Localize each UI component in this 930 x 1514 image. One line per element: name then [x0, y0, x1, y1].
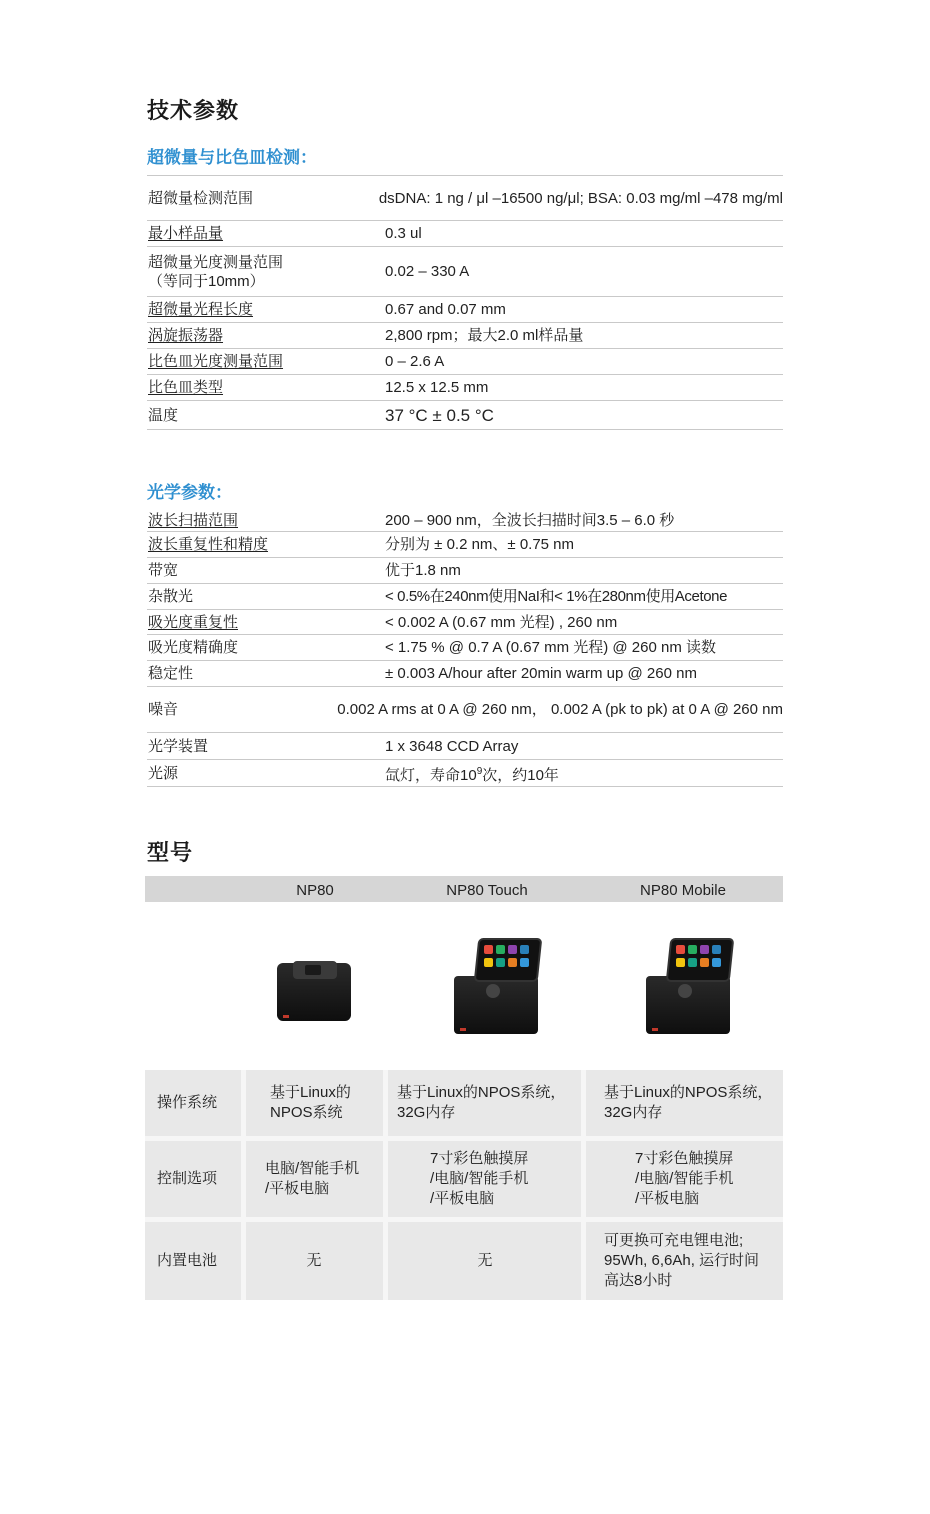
spec-row: [147, 509, 783, 532]
section-title-micro: 超微量与比色皿检测：: [147, 148, 317, 167]
cell-np80-touch: 无: [477, 1252, 493, 1269]
np80-mobile-device-image: [642, 936, 734, 1036]
spec-value: 0.3 ul: [385, 225, 422, 242]
exponent: 9: [476, 765, 483, 777]
spec-key: 带宽: [148, 562, 179, 579]
spec-value: 0.002 A rms at 0 A @ 260 nm， 0.002 A (pk to pk) at 0 A @ 260 nm: [337, 701, 783, 718]
cell-np80: 基于Linux的 NPOS系统: [270, 1084, 351, 1121]
spec-value: 优于1.8 nm: [385, 562, 461, 579]
models-title: 型号: [147, 840, 194, 865]
spec-value: < 0.002 A (0.67 mm 光程) , 260 nm: [385, 613, 618, 631]
cell-np80-touch: 基于Linux的NPOS系统， 32G内存: [397, 1084, 566, 1121]
column-divider: [581, 1070, 586, 1300]
spec-key: 波长扫描范围: [148, 511, 239, 529]
spec-row: [147, 297, 783, 323]
spec-key: 杂散光: [148, 588, 194, 605]
spec-key: 比色皿光度测量范围: [148, 353, 284, 370]
cell-np80: 无: [306, 1252, 322, 1269]
spec-key: 稳定性: [148, 665, 194, 682]
cell-np80: 电脑/智能手机 /平板电脑: [265, 1160, 360, 1197]
spec-row: [147, 733, 783, 760]
spec-value: 12.5 x 12.5 mm: [385, 379, 489, 396]
spec-value: 1 x 3648 CCD Array: [385, 737, 519, 755]
cell-np80-mobile: 7寸彩色触摸屏 /电脑/智能手机 /平板电脑: [635, 1150, 734, 1207]
column-divider: [383, 1070, 388, 1300]
spec-key: 噪音: [148, 701, 179, 718]
light-source-text-end: 次，约10年: [482, 766, 559, 784]
spec-key: 波长重复性和精度: [148, 536, 269, 553]
spec-key: 比色皿类型: [148, 379, 224, 396]
cell-np80-mobile: 可更换可充电锂电池; 95Wh, 6,6Ah, 运行时间 高达8小时: [604, 1232, 760, 1289]
spec-row: [147, 323, 783, 349]
spec-key: 吸光度重复性: [148, 613, 239, 631]
spec-value: 200 – 900 nm，全波长扫描时间3.5 – 6.0 秒: [385, 511, 675, 529]
spec-key: 光学装置: [148, 737, 209, 755]
spec-key: 涡旋振荡器: [148, 327, 224, 344]
spec-row: [147, 661, 783, 687]
row-label: 操作系统: [157, 1094, 218, 1111]
spec-value: 0.67 and 0.07 mm: [385, 301, 506, 318]
spec-key: 超微量光程长度: [148, 301, 254, 318]
model-header-np80-mobile: NP80 Mobile: [640, 882, 726, 899]
spec-row: [147, 532, 783, 558]
spec-key: 超微量光度测量范围 （等同于10mm）: [148, 253, 284, 290]
spec-row: [147, 635, 783, 661]
spec-row: [147, 375, 783, 401]
spec-value: [385, 762, 783, 785]
spec-row: [147, 687, 783, 733]
spec-row: [147, 221, 783, 247]
light-source-text: 氙灯，寿命10: [385, 766, 477, 784]
spec-row: [147, 760, 783, 787]
spec-value: 分别为 ± 0.2 nm、± 0.75 nm: [385, 536, 575, 553]
spec-row: [147, 584, 783, 610]
cell-np80-mobile: 基于Linux的NPOS系统， 32G内存: [604, 1084, 773, 1121]
spec-row: [147, 401, 783, 430]
spec-key: 光源: [148, 764, 179, 782]
model-comparison-table: [145, 1070, 783, 1300]
spec-table-micro: [147, 175, 783, 430]
model-header-np80: NP80: [296, 882, 334, 899]
spec-key: 最小样品量: [148, 225, 224, 242]
model-header-np80-touch: NP80 Touch: [446, 882, 528, 899]
spec-key: 吸光度精确度: [148, 639, 239, 656]
spec-value: ± 0.003 A/hour after 20min warm up @ 260 nm: [385, 665, 697, 682]
np80-device-image: [275, 955, 355, 1025]
spec-value: < 1.75 % @ 0.7 A (0.67 mm 光程) @ 260 nm 读数: [385, 639, 716, 656]
spec-row: [147, 247, 783, 297]
spec-value: 0.02 – 330 A: [385, 263, 470, 280]
spec-value: dsDNA: 1 ng / μl –16500 ng/μl; BSA: 0.03 mg/ml –478 mg/ml: [378, 189, 783, 207]
row-label: 内置电池: [157, 1252, 218, 1269]
spec-key: 温度: [148, 406, 179, 424]
cell-np80-touch: 7寸彩色触摸屏 /电脑/智能手机 /平板电脑: [430, 1150, 529, 1207]
spec-key: 超微量检测范围: [148, 189, 254, 207]
spec-table-optical: [147, 509, 783, 787]
spec-value: 2,800 rpm；最大2.0 ml样品量: [385, 327, 584, 344]
page-title: 技术参数: [147, 98, 240, 123]
section-title-optical: 光学参数：: [147, 483, 232, 502]
spec-row: [147, 610, 783, 635]
np80-touch-device-image: [450, 936, 542, 1036]
spec-value: < 0.5%在240nm使用NaI和< 1%在280nm使用Acetone: [385, 588, 728, 605]
spec-row: [147, 558, 783, 584]
spec-value: 37 °C ± 0.5 °C: [385, 405, 494, 425]
spec-value: 0 – 2.6 A: [385, 353, 445, 370]
spec-row: [147, 175, 783, 221]
spec-row: [147, 349, 783, 375]
model-header-bar: [145, 876, 783, 902]
row-label: 控制选项: [157, 1170, 218, 1187]
column-divider: [241, 1070, 246, 1300]
